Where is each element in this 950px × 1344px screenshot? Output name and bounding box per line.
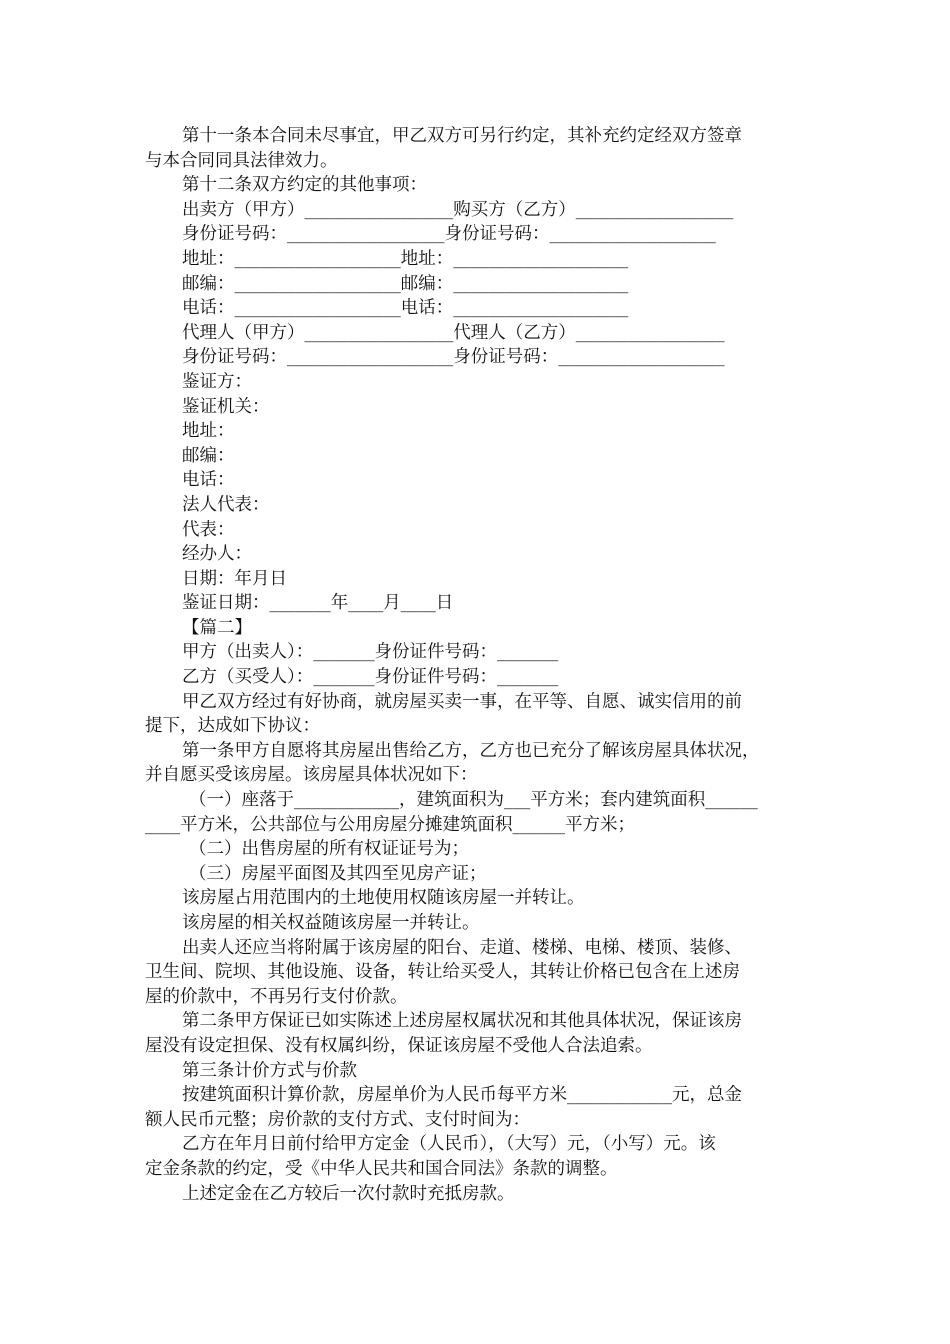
document-page <box>145 124 825 1206</box>
document-line: 电话： <box>182 470 235 491</box>
document-line: 额人民币元整；房价款的支付方式、支付时间为： <box>145 1109 530 1130</box>
document-line: 第一条甲方自愿将其房屋出售给乙方，乙方也已充分了解该房屋具体状况， <box>182 740 760 761</box>
document-line: 屋没有设定担保、没有权属纠纷，保证该房屋不受他人合法追索。 <box>145 1035 653 1056</box>
document-line: 乙方在年月日前付给甲方定金（人民币），（大写）元，（小写）元。该 <box>182 1134 716 1155</box>
document-line: 出卖方（甲方）_________________购买方（乙方）__________________ <box>182 199 734 220</box>
document-line: 上述定金在乙方较后一次付款时充抵房款。 <box>182 1183 515 1204</box>
document-line: 乙方（买受人）：_______身份证件号码：_______ <box>182 667 559 688</box>
document-line: 日期：年月日 <box>182 568 287 589</box>
document-line: 第十一条本合同未尽事宜，甲乙双方可另行约定，其补充约定经双方签章 <box>182 126 742 146</box>
document-line: 该房屋的相关权益随该房屋一并转让。 <box>182 913 480 933</box>
document-line: 经办人： <box>182 544 252 565</box>
document-line: 身份证号码：__________________身份证号码：___________________ <box>182 224 716 245</box>
document-line: 出卖人还应当将附属于该房屋的阳台、走道、楼梯、电梯、楼顶、装修、 <box>182 937 742 958</box>
document-line: 鉴证日期：_______年____月____日 <box>182 593 454 614</box>
document-line: 第三条计价方式与价款 <box>182 1060 357 1081</box>
document-line: ____平方米，公共部位与公用房屋分摊建筑面积______平方米； <box>145 814 635 835</box>
document-line: 卫生间、院坝、其他设施、设备，转让给买受人，其转让价格已包含在上述房 <box>145 962 740 983</box>
document-line: 地址： <box>182 421 235 442</box>
document-line: （一）座落于____________，建筑面积为___平方米；套内建筑面积______ <box>189 790 758 811</box>
document-line: 地址：___________________地址：____________________ <box>182 248 629 269</box>
document-line: 法人代表： <box>182 494 270 515</box>
document-line: 甲乙双方经过有好协商，就房屋买卖一事，在平等、自愿、诚实信用的前 <box>182 691 742 712</box>
document-line: 提下，达成如下协议： <box>145 716 320 737</box>
document-line: 鉴证机关： <box>182 396 270 417</box>
document-line: 身份证号码：___________________身份证号码：___________________ <box>182 347 725 368</box>
document-line: 【篇二】 <box>182 617 252 638</box>
document-line: 代表： <box>182 519 235 540</box>
document-line: 第二条甲方保证已如实陈述上述房屋权属状况和其他具体状况，保证该房 <box>182 1011 742 1032</box>
document-line: （二）出售房屋的所有权证证号为； <box>189 839 469 860</box>
document-line: 与本合同同具法律效力。 <box>145 150 338 171</box>
document-line: 屋的价款中，不再另行支付价款。 <box>145 986 408 1007</box>
document-line: 邮编：___________________邮编：____________________ <box>182 273 629 294</box>
document-line: 电话：___________________电话：____________________ <box>182 298 629 319</box>
document-line: 甲方（出卖人）：_______身份证件号码：_______ <box>182 642 559 663</box>
document-line: 邮编： <box>182 445 235 466</box>
document-line: 该房屋占用范围内的土地使用权随该房屋一并转让。 <box>182 888 585 909</box>
document-line: 鉴证方： <box>182 371 252 392</box>
document-line: （三）房屋平面图及其四至见房产证； <box>189 863 487 884</box>
document-line: 定金条款的约定，受《中华人民共和国合同法》条款的调整。 <box>145 1158 618 1179</box>
document-line: 按建筑面积计算价款，房屋单价为人民币每平方米____________元，总金 <box>182 1085 742 1106</box>
document-line: 第十二条双方约定的其他事项： <box>182 175 427 196</box>
document-line: 代理人（甲方）_________________代理人（乙方）_________________ <box>182 322 725 343</box>
document-line: 并自愿买受该房屋。该房屋具体状况如下： <box>145 765 478 786</box>
